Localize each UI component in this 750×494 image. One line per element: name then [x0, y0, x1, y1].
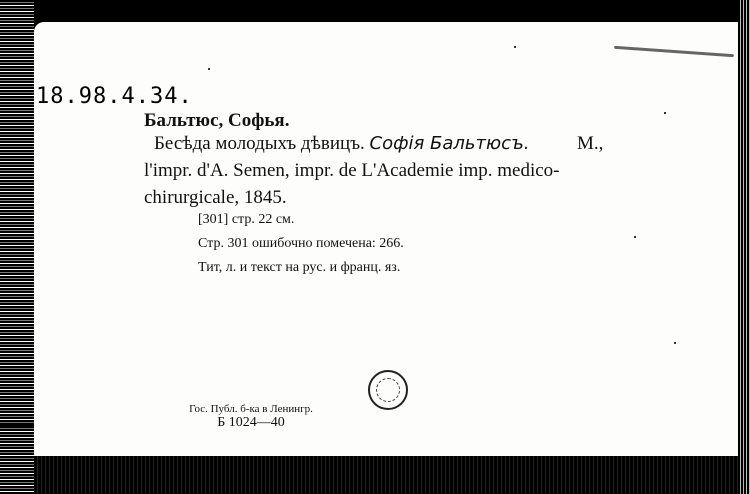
scan-edge-right: [738, 0, 750, 494]
physical-description: [198, 208, 404, 280]
imprint-line-2: chirurgicale, 1845.: [144, 187, 287, 208]
call-number: 18.98.4.34.: [36, 84, 193, 109]
title-text: Бесѣда молодыхъ дѣвицъ.: [154, 133, 365, 154]
stamp-inner-ring: [376, 378, 400, 402]
pages-and-size: [301] стр. 22 см.: [198, 212, 295, 227]
scan-edge-bottom: [34, 456, 738, 494]
library-name: Гос. Публ. б-ка в Ленингр.: [189, 403, 313, 415]
pagination-note: Стр. 301 ошибочно помечена: 266.: [198, 236, 404, 251]
bibliographic-description: [144, 130, 704, 211]
title-handwritten-name: Софія Бальтюсъ.: [369, 133, 530, 154]
scan-edge-mark: [0, 425, 34, 427]
paper-speck: [634, 236, 636, 238]
title-line: [144, 130, 704, 157]
imprint-line-1: l'impr. d'A. Semen, impr. de L'Academie imp. medico-: [144, 160, 560, 181]
library-stamp-icon: [368, 370, 408, 410]
language-note: Тит, л. и текст на рус. и франц. яз.: [198, 260, 401, 275]
paper-speck: [514, 46, 516, 48]
author-heading: Бальтюс, Софья.: [144, 110, 290, 131]
scan-edge-left: [0, 0, 34, 494]
place-of-publication: М.,: [577, 133, 604, 154]
library-imprint: [146, 402, 356, 430]
paper-speck: [674, 342, 676, 344]
paper-speck: [208, 68, 210, 70]
shelf-mark: Б 1024—40: [217, 415, 285, 430]
paper-scratch: [614, 46, 734, 57]
paper-speck: [664, 112, 666, 114]
